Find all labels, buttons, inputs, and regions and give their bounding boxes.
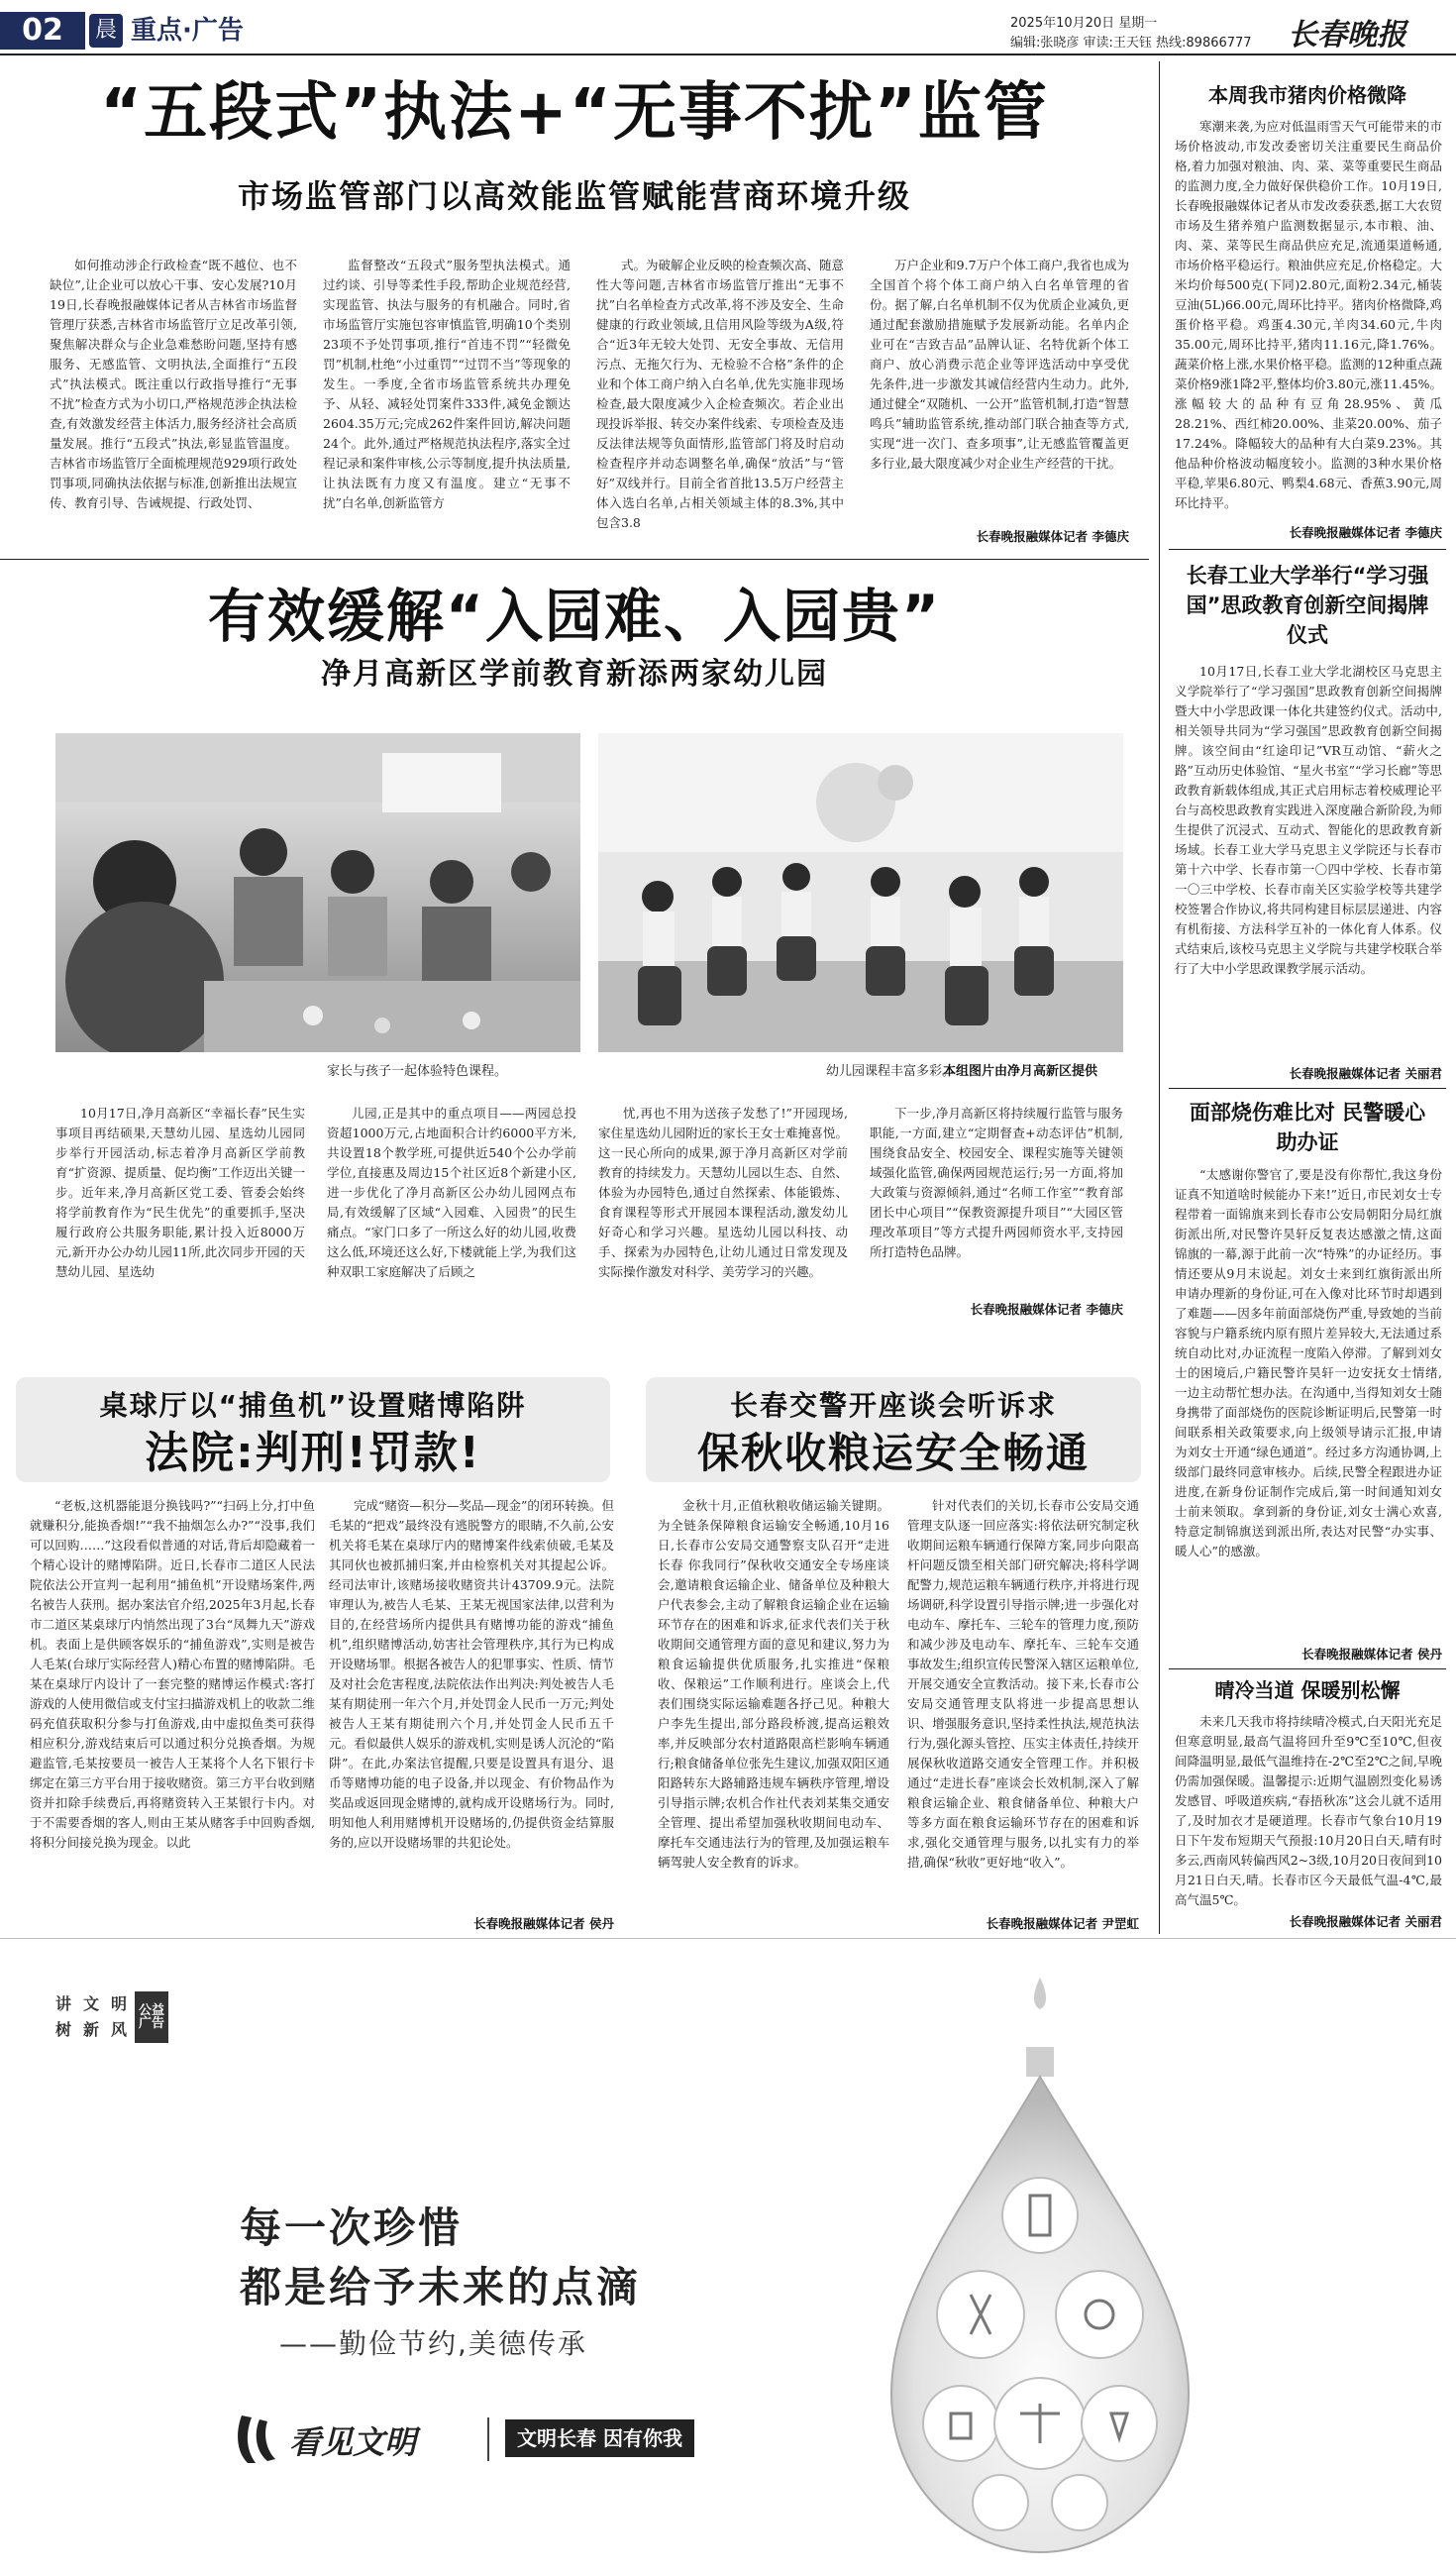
lead-col-1: 如何推动涉企行政检查“既不越位、也不缺位”,让企业可以放心干事、安心发展?10月19日,长春晚报融媒体记者从吉林省市场监督管理厅获悉,吉林省市场监管厅立足改革引领,聚焦解决群众与企业急难愁盼问题,坚持有感服务、无感监管、文明执法,全面推行“五段式”执法模式。既注重以行政指导推行“无事不扰”检查方式为小切口,严格规范涉企执法检查,有效激发经营主体活力,服务经济社会高质量发展。推行“五段式”执法,彰显监管温度。吉林省市场监管厅全面梳理规范929项行政处罚事项,同确执法依据与标准,创新推出法规宣传、教育引导、告诫规提、行政处罚、 [50, 258, 297, 510]
sidebar-rule-1 [1169, 549, 1446, 550]
lead-col-3: 式。为破解企业反映的检查频次高、随意性大等问题,吉林省市场监管厅推出“无事不扰”白名单检查方式改革,将不涉及安全、生命健康的行政业领域,且信用风险等级为A级,符合“近3年无较大处罚、无安全事故、无信用污点、无拖欠行为、无检验不合格”条件的企业和个体工商户纳入白名单,优先实施非现场检查,最大限度减少入企检查频次。若企业出现投诉举报、转交办案件线索、专项检查及违反法律法规等负面情形,监管部门将及时启动检查程序并动态调整名单,确保“放活”与“管好”双线并行。目前全省首批13.5万户经营主体入选白名单,占相关领域主体的8.3%,其中包含3.8 [596, 258, 845, 530]
photo-caption-left: 家长与孩子一起体验特色课程。 [327, 1064, 508, 1079]
ad-line-1: 每一次珍惜 [240, 2203, 464, 2252]
sidebar-text-university: 10月17日,长春工业大学北湖校区马克思主义学院举行了“学习强国”思政教育创新空间揭牌暨大中小学思政课一体化共建签约仪式。活动中,相关领导共同为“学习强国”思政教育创新空间揭牌。该空间由“红途印记”VR互动馆、“薪火之路”互动历史体验馆、“星火书室”“学习长廊”等思政教育新载体组成,其正式启用标志着校威理论平台与高校思政教育实践进入深度融合新阶段,为师生提供了沉浸式、互动式、智能化的思政教育新场域。长春工业大学马克思主义学院还与长春市第十六中学、长春市第一〇四中学校、长春市第一〇三中学校、长春市南关区实验学校等共建学校签署合作协议,将共同构建目标层层递进、内容有机衔接、方法科学互补的一体化育人体系。仪式结束后,该校马克思主义学院与共建学校联合举行了大中小学思政课教学展示活动。 [1175, 664, 1442, 976]
lead-subheadline: 市场监管部门以高效能监管赋能营商环境升级 [237, 177, 911, 215]
section-icon: 晨 [89, 14, 123, 48]
badge-char-3: 明 [110, 1994, 127, 2013]
kindergarten-article [0, 561, 1149, 1373]
kindergarten-byline: 长春晚报融媒体记者 李德庆 [970, 1302, 1123, 1317]
photo-caption-right: 幼儿园课程丰富多彩。 [826, 1064, 956, 1079]
sidebar-text-weather: 未来几天我市将持续晴冷模式,白天阳光充足但寒意明显,最高气温将回升至9℃至10℃,但夜间降温明显,最低气温维持在-2℃至2℃之间,早晚仍需加强保暖。温馨提示:近期气温剧烈变化易诱发感冒、呼吸道疾病,“春捂秋冻”这会儿就不适用了,及时加衣才是硬道理。长春市气象台10月19日下午发布短期天气预报:10月20日白天,晴有时多云,西南风转偏西风2~3级,10月20日夜间到10月21日白天,晴。长春市区今天最低气温-4℃,最高气温5℃。 [1175, 1714, 1442, 1907]
sidebar-text-pork: 寒潮来袭,为应对低温雨雪天气可能带来的市场价格波动,市发改委密切关注重要民生商品价格,着力加强对粮油、肉、菜、菜等重要民生商品的监测力度,全力做好保供稳价工作。10月19日,长春晚报融媒体记者从市发改委获悉,据工大农贸市场及生猪养殖户监测数据显示,本市粮、油、肉、菜、菜等民生商品供应充足,流通渠道畅通,市场价格平稳运行。粮油供应充足,价格稳定。大米均价每500克(下同)2.80元,面粉2.34元,桶装豆油(5L)66.00元,周环比持平。猪肉价格微降,鸡蛋价格平稳。鸡蛋4.30元,羊肉34.60元,牛肉35.00元,周环比持平,猪肉11.16元,降1.76%。蔬菜价格上涨,水果价格平稳。监测的12种重点蔬菜价格9涨1降2平,整体均价3.80元,涨11.45%。涨幅较大的品种有豆角28.95%、黄瓜28.21%、西红柿20.00%、韭菜20.00%、茄子17.24%。降幅较大的品种有大白菜9.23%。其他品种价格波动幅度较小。监测的3种水果价格平稳,苹果6.80元、鸭梨4.68元、香蕉3.90元,周环比持平。 [1175, 119, 1442, 510]
gambling-col-1: “老板,这机器能退分换钱吗?”“扫码上分,打中鱼就赚积分,能换香烟!”“我不抽烟怎么办?”“没事,我们可以回购……”这段看似普通的对话,背后却隐藏着一个精心设计的赌博陷阱。近日,长春市二道区人民法院依法公开宣判一起利用“捕鱼机”开设赌场案件,两名被告人获刑。据办案法官介绍,2025年3月起,长春市二道区某桌球厅内悄然出现了3台“凤舞九天”游戏机。表面上是供顾客娱乐的“捕鱼游戏”,实则是被告人毛某(台球厅实际经营人)精心布置的赌博陷阱。毛某在桌球厅内设计了一套完整的赌博运作模式:客打游戏的人使用微信或支付宝扫描游戏机上的收款二维码充值获取积分参与打鱼游戏,由中虚拟鱼类可获得相应积分,游戏结束后可以通过积分兑换香烟。为规避监管,毛某按要员一被告人王某将个人名下银行卡绑定在第三方平台用于接收赌资。第三方平台收到赌资并扣除手续费后,再将赌资转入王某银行卡内。对于不需要香烟的客人,则由王某从赌客手中回购香烟,将积分间接兑换为现金。以此 [30, 1498, 315, 1850]
grain-headline: 保秋收粮运安全畅通 [696, 1429, 1090, 1477]
lead-col-2: 监督整改“五段式”服务型执法模式。通过约谈、引导等柔性手段,帮助企业规范经营,实现监管、执法与服务的有机融合。同时,省市场监管厅实施包容审慎监管,明确10个类别23项不予处罚事项,推行“首违不罚”“轻微免罚”机制,杜绝“小过重罚”“过罚不当”等现象的发生。一季度,全省市场监管系统共办理免予、从轻、减轻处罚案件333件,减免金额达2604.35万元;完成262件案件回访,解决问题24个。此外,通过严格规范执法程序,落实全过程记录和案件审核,公示等制度,提升执法质量,让执法既有力度又有温度。建立“无事不扰”白名单,创新监管方 [323, 258, 571, 510]
issue-date: 2025年10月20日 星期一 [1010, 16, 1158, 31]
sidebar-byline-pork: 长春晚报融媒体记者 李德庆 [1289, 525, 1442, 540]
lead-col-4: 万户企业和9.7万户个体工商户,我省也成为全国首个将个体工商户纳入白名单管理的省份。据了解,白名单机制不仅为优质企业减负,更通过配套激励措施赋予发展新动能。名单内企业可在“吉致吉品”品牌认证、名特优新个体工商户、放心消费示范企业等评选活动中享受优先条件,进一步激发其诚信经营内生动力。此外,通过健全“双随机、一公开”监管机制,打造“智慧鸣兵”辅助监管系统,推动部门联合抽查等方式,实现“进一次门、查多项事”,让无感监管覆盖更多行业,最大限度减少对企业生产经营的干扰。 [870, 258, 1129, 471]
water-drop-illustration [852, 1978, 1228, 2572]
kindergarten-col-3: 忧,再也不用为送孩子发愁了!”开园现场,家住星选幼儿园附近的家长王女士难掩喜悦。这一民心所向的成果,源于净月高新区对学前教育的持续发力。天慧幼儿园以生态、自然、体验为办园特色,通过自然探索、体能锻炼、食育课程等形式开展园本课程活动,激发幼儿好奇心和学习兴趣。星选幼儿园以科技、动手、探索为办园特色,让幼儿通过日常发现及实际操作激发对科学、美劳学习的兴趣。 [598, 1106, 848, 1279]
gambling-byline: 长春晚报融媒体记者 侯丹 [473, 1916, 614, 1931]
ad-top-rule [0, 1938, 1456, 1939]
grain-col-2: 针对代表们的关切,长春市公安局交通管理支队逐一回应落实:将依法研究制定秋收期间运粮车辆通行保障方案,同步向限高杆问题反馈至相关部门研究解决;将科学调配警力,规范运粮车辆通行秩序,并将进行现场调研,科学设置引导指示牌;进一步强化对电动车、摩托车、三轮车的管理力度,预防和减少涉及电动车、摩托车、三轮车交通事故发生;组织宣传民警深入辖区运粮单位,开展交通安全宣教活动。接下来,长春市公安局交通管理支队将进一步提高思想认识、增强服务意识,坚持柔性执法,规范执法行为,强化源头管控、压实主体责任,持续开展保秋收道路交通安全管理工作。并积极通过“走进长春”座谈会长效机制,深入了解粮食运输企业、粮食储备单位、种粮大户等多方面在粮食运输环节存在的困难和诉求,强化交通管理与服务,以扎实有力的举措,确保“秋收”更好地“收入”。 [907, 1498, 1139, 1870]
photo-credit: 本组图片由净月高新区提供 [943, 1064, 1098, 1079]
ad-logo-divider [487, 2417, 489, 2461]
sidebar [1169, 61, 1446, 1934]
sidebar-byline-university: 长春晚报融媒体记者 关丽君 [1289, 1066, 1442, 1081]
lead-headline: “五段式”执法+“无事不扰”监管 [100, 76, 1049, 150]
kindergarten-subheadline: 净月高新区学前教育新添两家幼儿园 [321, 657, 828, 692]
sidebar-title-university: 长春工业大学举行“学习强国”思政教育创新空间揭牌仪式 [1186, 564, 1429, 647]
lead-byline: 长春晚报融媒体记者 李德庆 [976, 529, 1129, 544]
badge-char-1: 讲 [54, 1994, 71, 2013]
sidebar-title-pork: 本周我市猪肉价格微降 [1208, 83, 1406, 107]
sidebar-byline-police: 长春晚报融媒体记者 侯丹 [1301, 1647, 1442, 1662]
sidebar-text-police: “太感谢你警官了,要是没有你帮忙,我这身份证真不知道啥时候能办下来!”近日,市民刘女士专程带着一面锦旗来到长春市公安局朝阳分局红旗街派出所,对民警许昊轩反复表达感激之情,这面锦旗的一幕,源于此前一次“特殊”的办证经历。事情还要从9月末说起。刘女士来到红旗街派出所申请办理新的身份证,可在入像对比环节时却遇到了难题——因多年前面部烧伤严重,导致她的当前容貌与户籍系统内原有照片差异较大,无法通过系统自动比对,办证流程一度陷入停滞。了解到刘女士的困境后,户籍民警许昊轩一边安抚女士情绪,一边主动帮忙想办法。在沟通中,当得知刘女士随身携带了面部烧伤的医院诊断证明后,民警第一时间联系相关政策要求,向上级领导请示汇报,申请为刘女士开通“绿色通道”。经过多方沟通协调,上级部门最终同意审核办。后续,民警全程跟进办证进度,在新身份证制作完成后,第一时间通知刘女士前来领取。拿到新的身份证,刘女士满心欢喜,特意定制锦旗送到派出所,表达对民警“办实事、暖人心”的感激。 [1175, 1167, 1442, 1558]
paper-logo: 长春晚报 [1288, 18, 1406, 53]
lead-article [0, 61, 1149, 557]
masthead [0, 0, 1456, 55]
badge-char-2: 文 [82, 1994, 99, 2013]
sidebar-divider [1159, 61, 1160, 1934]
grain-byline: 长春晚报融媒体记者 尹罡虹 [986, 1916, 1139, 1931]
ad-line-3: ——勤俭节约,美德传承 [279, 2327, 587, 2360]
gambling-kicker: 桌球厅以“捕鱼机”设置赌博陷阱 [99, 1389, 527, 1422]
badge-public-ad: 公益广告 [135, 1991, 168, 2043]
ad-slogan: 文明长春 因有你我 [505, 2419, 694, 2457]
grain-kicker: 长春交警开座谈会听诉求 [729, 1389, 1057, 1422]
sidebar-title-weather: 晴冷当道 保暖别松懈 [1214, 1678, 1401, 1702]
masthead-divider [0, 54, 1456, 55]
photo-drum-class [598, 733, 1123, 1052]
section-divider-1 [0, 559, 1149, 560]
kindergarten-col-2: 儿园,正是其中的重点项目——两园总投资超1000万元,占地面积合计约6000平方米,共设置18个教学班,可提供近540个公办学前学位,直接惠及周边15个社区近8个新建小区,进一步优化了净月高新区公办幼儿园网点布局,有效缓解了区域“入园难、入园贵”的民生痛点。“家门口多了一所这么好的幼儿园,收费这么低,环境还这么好,下楼就能上学,为我们这种双职工家庭解决了后顾之 [327, 1106, 576, 1279]
kindergarten-col-4: 下一步,净月高新区将持续履行监管与服务职能,一方面,建立“定期督查+动态评估”机制,围绕食品安全、校园安全、课程实施等关键领域强化监管,确保两园规范运行;另一方面,将加大政策与资源倾斜,通过“名师工作室”“教育部团长中心项目”“保教资源提升项目”“大园区管理改革项目”等方式提升两园师资水平,支持园所打造特色品牌。 [870, 1106, 1123, 1259]
section-title: 重点·广告 [131, 16, 244, 46]
sidebar-rule-3 [1169, 1668, 1446, 1669]
kindergarten-headline: 有效缓解“入园难、入园贵” [207, 583, 942, 650]
gambling-headline: 法院:判刑!罚款! [145, 1428, 481, 1478]
badge-char-4: 树 [54, 2020, 71, 2039]
grain-article [628, 1373, 1149, 1938]
badge-char-6: 风 [110, 2020, 127, 2039]
grain-col-1: 金秋十月,正值秋粮收储运输关键期。为全链条保障粮食运输安全畅通,10月16日,长春市公安局交通警察支队召开“走进长春 你我同行”保秋收交通安全专场座谈会,邀请粮食运输企业、储备单位及种粮大户代表参会,主动了解粮食运输企业在运输环节存在的困难和诉求,征求代表们关于秋收期间交通管理方面的意见和建议,努力为粮食运输提供优质服务,扎实推进“保粮收、保粮运”工作顺利进行。座谈会上,代表们围绕实际运输难题各抒己见。种粮大户李先生提出,部分路段桥渡,提高运粮效率,并反映部分农村道路限高栏影响车辆通行;粮食储备单位张先生建议,加强双阳区通阳路转东大路辅路违规车辆秩序管理,增设引导指示牌;农机合作社代表刘某集交通安全管理、提出希望加强秋收期间电动车、摩托车交通违法行为的管理,及加强运粮车辆驾驶人安全教育的诉求。 [658, 1498, 889, 1870]
kindergarten-col-1: 10月17日,净月高新区“幸福长春”民生实事项目再结硕果,天慧幼儿园、星选幼儿园同步举行开园活动,标志着净月高新区学前教育“扩资源、提质量、促均衡”工作迈出关键一步。近年来,净月高新区党工委、管委会始终将学前教育作为“民生优先”的重要抓手,坚决履行政府公共服务职能,累计投入近8000万元,新开办公办幼儿园11所,此次同步开园的天慧幼儿园、星选幼 [55, 1106, 305, 1279]
page-number: 02 [0, 12, 85, 50]
badge-char-5: 新 [82, 2020, 99, 2039]
sidebar-rule-2 [1169, 1088, 1446, 1089]
ad-badge [50, 1991, 168, 2043]
ad-logo-icon [234, 2412, 281, 2467]
photo-parents-children [55, 733, 580, 1052]
sidebar-byline-weather: 长春晚报融媒体记者 关丽君 [1289, 1914, 1442, 1929]
gambling-article [0, 1373, 628, 1938]
public-service-ad [0, 1938, 1456, 2576]
ad-logo-text: 看见文明 [289, 2423, 417, 2461]
editor-info: 编辑:张晓彦 审读:王天钰 热线:89866777 [1010, 36, 1252, 51]
gambling-col-2: 完成“赌资—积分—奖品—现金”的闭环转换。但毛某的“把戏”最终没有逃脱警方的眼睛,不久前,公安机关将毛某在桌球厅内的赌博案件线索侦破,毛某及其同伙也被抓捕归案,并由检察机关对其提起公诉。经司法审计,该赌场接收赌资共计43709.9元。法院审理认为,被告人毛某、王某无视国家法律,以营利为目的,在经营场所内提供具有赌博功能的游戏“捕鱼机”,组织赌博活动,妨害社会管理秩序,其行为已构成开设赌场罪。根据各被告人的犯罪事实、性质、情节及对社会危害程度,法院依法作出判决:判处被告人毛某有期徒刑一年六个月,并处罚金人民币一万元;判处被告人王某有期徒刑六个月,并处罚金人民币五千元。看似最供人娱乐的游戏机,实则是诱人沉沦的“陷阱”。在此,办案法官提醒,只要是设置具有退分、退币等赌博功能的电子设备,并以现金、有价物品作为奖品或返回现金赌博的,就构成开设赌场行为。同时,明知他人利用赌博机开设赌场的,仍提供资金结算服务的,应以开设赌场罪的共犯论处。 [329, 1498, 614, 1850]
ad-line-2: 都是给予未来的点滴 [240, 2263, 642, 2311]
sidebar-title-police: 面部烧伤难比对 民警暖心助办证 [1189, 1101, 1426, 1154]
